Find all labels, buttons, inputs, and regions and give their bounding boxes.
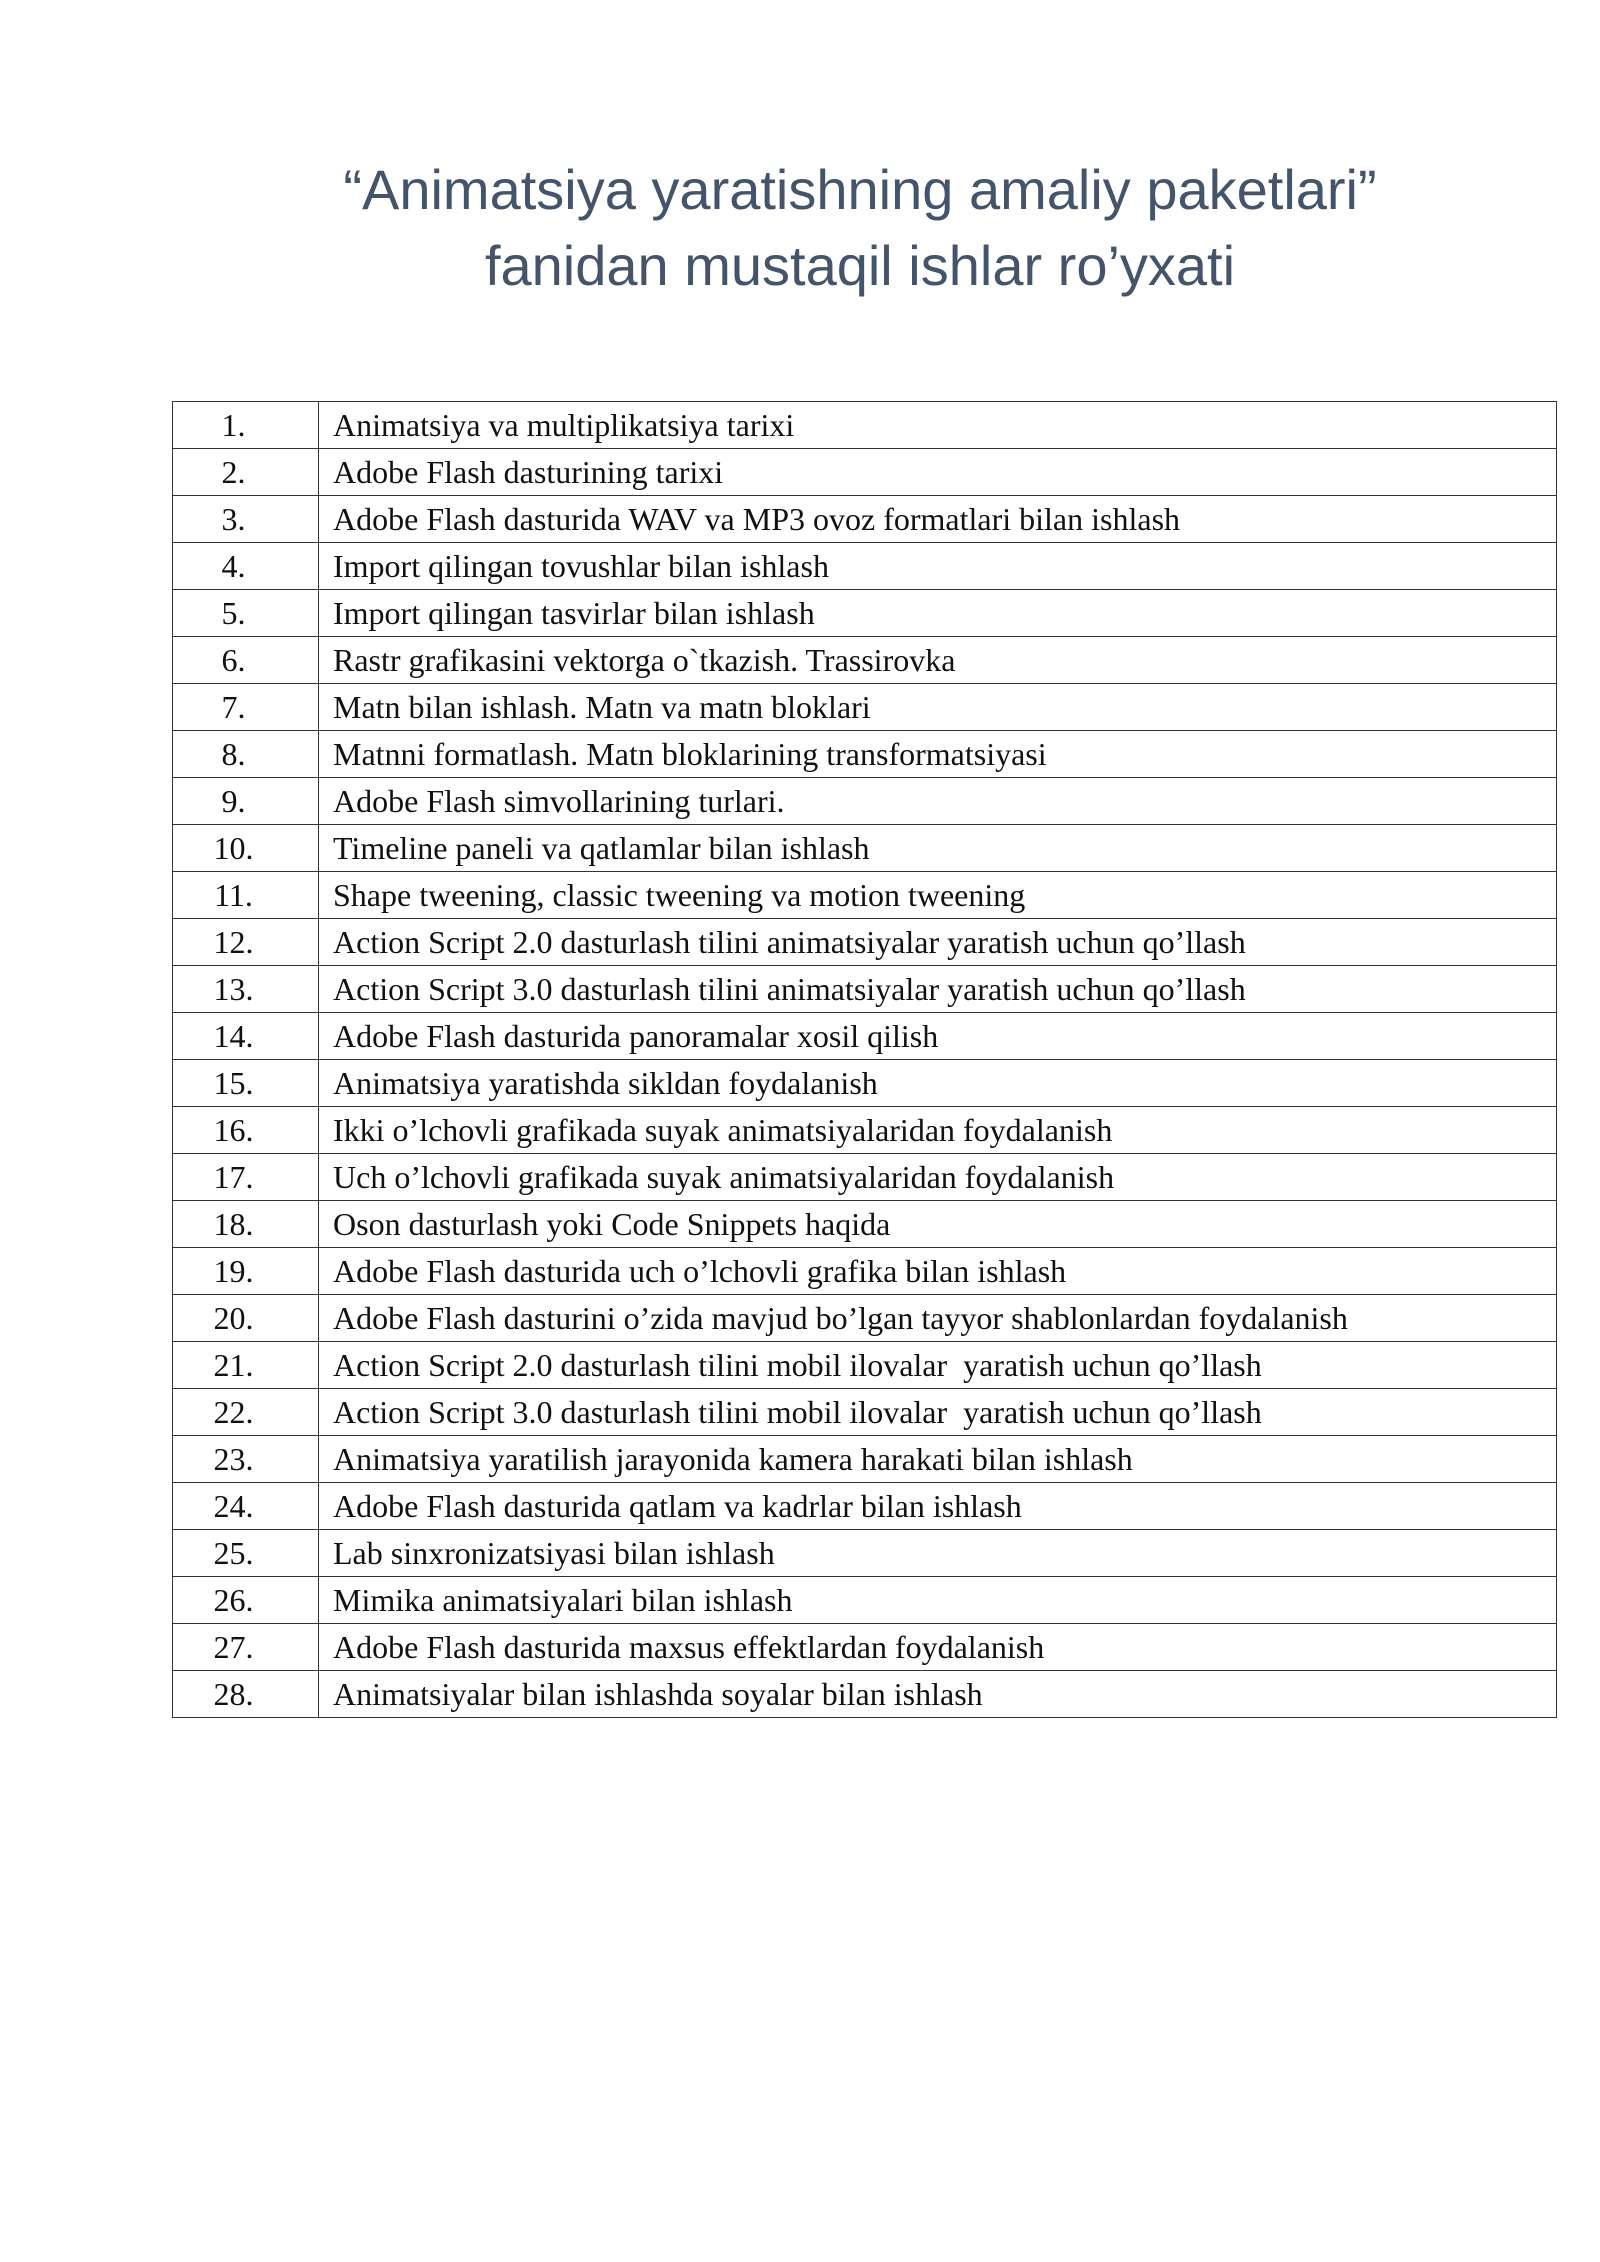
topic-title: Action Script 3.0 dasturlash tilini mobil ilovalar yaratish uchun qo’llash: [319, 1389, 1557, 1436]
topic-number: 13.: [173, 966, 319, 1013]
topic-number: 4.: [173, 543, 319, 590]
topic-number: 1.: [173, 402, 319, 449]
table-row: [173, 1342, 1557, 1389]
topic-title: Adobe Flash dasturida WAV va MP3 ovoz formatlari bilan ishlash: [319, 496, 1557, 543]
topic-title: Shape tweening, classic tweening va motion tweening: [319, 872, 1557, 919]
topic-number: 20.: [173, 1295, 319, 1342]
table-row: [173, 1671, 1557, 1718]
topic-number: 23.: [173, 1436, 319, 1483]
table-row: [173, 1436, 1557, 1483]
table-row: [173, 684, 1557, 731]
topic-number: 24.: [173, 1483, 319, 1530]
table-row: [173, 872, 1557, 919]
topic-number: 26.: [173, 1577, 319, 1624]
table-row: [173, 731, 1557, 778]
table-row: [173, 1248, 1557, 1295]
table-row: [173, 1389, 1557, 1436]
topic-title: Adobe Flash simvollarining turlari.: [319, 778, 1557, 825]
topic-title: Lab sinxronizatsiyasi bilan ishlash: [319, 1530, 1557, 1577]
topic-number: 11.: [173, 872, 319, 919]
topic-title: Timeline paneli va qatlamlar bilan ishlash: [319, 825, 1557, 872]
topic-title: Action Script 2.0 dasturlash tilini animatsiyalar yaratish uchun qo’llash: [319, 919, 1557, 966]
topic-number: 8.: [173, 731, 319, 778]
table-row: [173, 1154, 1557, 1201]
topic-number: 17.: [173, 1154, 319, 1201]
topic-number: 16.: [173, 1107, 319, 1154]
table-row: [173, 1060, 1557, 1107]
topic-number: 14.: [173, 1013, 319, 1060]
topic-title: Oson dasturlash yoki Code Snippets haqida: [319, 1201, 1557, 1248]
table-row: [173, 778, 1557, 825]
topic-title: Uch o’lchovli grafikada suyak animatsiyalaridan foydalanish: [319, 1154, 1557, 1201]
topic-title: Action Script 2.0 dasturlash tilini mobil ilovalar yaratish uchun qo’llash: [319, 1342, 1557, 1389]
topic-number: 28.: [173, 1671, 319, 1718]
topic-title: Adobe Flash dasturining tarixi: [319, 449, 1557, 496]
table-row: [173, 637, 1557, 684]
document-title: [200, 152, 1520, 304]
topic-number: 19.: [173, 1248, 319, 1295]
table-row: [173, 496, 1557, 543]
topic-number: 2.: [173, 449, 319, 496]
topic-number: 15.: [173, 1060, 319, 1107]
table-row: [173, 543, 1557, 590]
table-row: [173, 1201, 1557, 1248]
title-line-1: “Animatsiya yaratishning amaliy paketlari”: [343, 158, 1377, 221]
topic-title: Adobe Flash dasturida uch o’lchovli grafika bilan ishlash: [319, 1248, 1557, 1295]
topic-title: Matnni formatlash. Matn bloklarining transformatsiyasi: [319, 731, 1557, 778]
topic-title: Adobe Flash dasturini o’zida mavjud bo’lgan tayyor shablonlardan foydalanish: [319, 1295, 1557, 1342]
topic-number: 5.: [173, 590, 319, 637]
topic-title: Import qilingan tovushlar bilan ishlash: [319, 543, 1557, 590]
topic-title: Import qilingan tasvirlar bilan ishlash: [319, 590, 1557, 637]
topic-number: 27.: [173, 1624, 319, 1671]
table-row: [173, 1577, 1557, 1624]
topic-number: 22.: [173, 1389, 319, 1436]
topic-number: 9.: [173, 778, 319, 825]
table-row: [173, 402, 1557, 449]
topic-title: Ikki o’lchovli grafikada suyak animatsiyalaridan foydalanish: [319, 1107, 1557, 1154]
table-row: [173, 1013, 1557, 1060]
topic-title: Matn bilan ishlash. Matn va matn bloklari: [319, 684, 1557, 731]
topic-number: 21.: [173, 1342, 319, 1389]
table-row: [173, 1624, 1557, 1671]
topic-title: Adobe Flash dasturida panoramalar xosil qilish: [319, 1013, 1557, 1060]
topic-title: Animatsiya yaratishda sikldan foydalanish: [319, 1060, 1557, 1107]
topic-title: Action Script 3.0 dasturlash tilini animatsiyalar yaratish uchun qo’llash: [319, 966, 1557, 1013]
topics-table-body: [173, 402, 1557, 1718]
topic-title: Adobe Flash dasturida qatlam va kadrlar bilan ishlash: [319, 1483, 1557, 1530]
table-row: [173, 1530, 1557, 1577]
topic-number: 25.: [173, 1530, 319, 1577]
table-row: [173, 966, 1557, 1013]
table-row: [173, 1483, 1557, 1530]
topic-number: 12.: [173, 919, 319, 966]
title-line-2: fanidan mustaqil ishlar ro’yxati: [484, 234, 1236, 297]
topic-title: Animatsiya yaratilish jarayonida kamera harakati bilan ishlash: [319, 1436, 1557, 1483]
topic-title: Animatsiya va multiplikatsiya tarixi: [319, 402, 1557, 449]
table-row: [173, 590, 1557, 637]
topic-title: Rastr grafikasini vektorga o`tkazish. Trassirovka: [319, 637, 1557, 684]
topics-table: [172, 401, 1557, 1718]
topic-title: Adobe Flash dasturida maxsus effektlardan foydalanish: [319, 1624, 1557, 1671]
topic-number: 3.: [173, 496, 319, 543]
table-row: [173, 1107, 1557, 1154]
table-row: [173, 825, 1557, 872]
table-row: [173, 449, 1557, 496]
topic-number: 10.: [173, 825, 319, 872]
topic-number: 7.: [173, 684, 319, 731]
topic-title: Mimika animatsiyalari bilan ishlash: [319, 1577, 1557, 1624]
table-row: [173, 919, 1557, 966]
topic-title: Animatsiyalar bilan ishlashda soyalar bilan ishlash: [319, 1671, 1557, 1718]
topic-number: 6.: [173, 637, 319, 684]
table-row: [173, 1295, 1557, 1342]
topic-number: 18.: [173, 1201, 319, 1248]
